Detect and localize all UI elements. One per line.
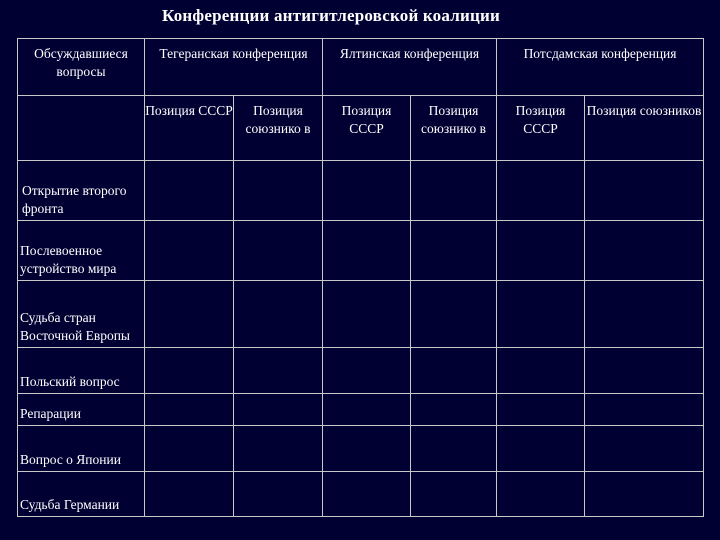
- table-cell: [323, 348, 411, 394]
- table-row: [18, 348, 704, 394]
- row-label: Репарации: [18, 394, 145, 426]
- table-cell: [234, 161, 323, 221]
- subheader-tehran-allies: Позиция союзнико в: [234, 96, 323, 161]
- table-row: [18, 394, 704, 426]
- table-cell: [323, 221, 411, 281]
- table-cell: [323, 281, 411, 348]
- table-cell: [323, 394, 411, 426]
- table-row: [18, 281, 704, 348]
- header-tehran: Тегеранская конференция: [145, 39, 323, 96]
- row-label: Польский вопрос: [18, 348, 145, 394]
- table-cell: [323, 426, 411, 472]
- table-cell: [145, 394, 234, 426]
- table-cell: [145, 281, 234, 348]
- conferences-table: [17, 38, 704, 517]
- table-cell: [234, 394, 323, 426]
- header-issues: Обсуждавшиеся вопросы: [18, 39, 145, 96]
- table-row: [18, 161, 704, 221]
- table-cell: [234, 426, 323, 472]
- table-cell: [411, 472, 497, 517]
- table-cell: [497, 472, 585, 517]
- subheader-tehran-ussr: Позиция СССР: [145, 96, 234, 161]
- subheader-yalta-allies: Позиция союзнико в: [411, 96, 497, 161]
- table-cell: [411, 161, 497, 221]
- table-row: [18, 221, 704, 281]
- table-cell: [497, 426, 585, 472]
- table-cell: [145, 161, 234, 221]
- table-cell: [585, 394, 704, 426]
- table-cell: [411, 426, 497, 472]
- table-cell: [585, 221, 704, 281]
- table-cell: [585, 161, 704, 221]
- table-row: [18, 472, 704, 517]
- table-cell: [145, 348, 234, 394]
- table-cell: [145, 472, 234, 517]
- table-cell: [497, 394, 585, 426]
- table-row: [18, 426, 704, 472]
- header-row: [18, 39, 704, 96]
- table-cell: [411, 281, 497, 348]
- table-cell: [585, 426, 704, 472]
- row-label: Вопрос о Японии: [18, 426, 145, 472]
- header-yalta: Ялтинская конференция: [323, 39, 497, 96]
- table-cell: [497, 221, 585, 281]
- page-title: Конференции антигитлеровской коалиции: [162, 6, 500, 25]
- row-label: Послевоенное устройство мира: [18, 221, 145, 281]
- row-label: Открытие второго фронта: [18, 161, 145, 221]
- table-cell: [145, 221, 234, 281]
- table-cell: [411, 221, 497, 281]
- table-cell: [497, 161, 585, 221]
- table-cell: [234, 472, 323, 517]
- subheader-row: [18, 96, 704, 161]
- table-cell: [497, 281, 585, 348]
- header-potsdam: Потсдамская конференция: [497, 39, 704, 96]
- subheader-yalta-ussr: Позиция СССР: [323, 96, 411, 161]
- row-label: Судьба стран Восточной Европы: [18, 281, 145, 348]
- row-label: Судьба Германии: [18, 472, 145, 517]
- table-cell: [323, 161, 411, 221]
- table-cell: [585, 348, 704, 394]
- table-cell: [411, 394, 497, 426]
- table-cell: [585, 281, 704, 348]
- table-cell: [145, 426, 234, 472]
- table-cell: [497, 348, 585, 394]
- table-cell: [234, 221, 323, 281]
- subheader-potsdam-allies: Позиция союзников: [585, 96, 704, 161]
- table-cell: [323, 472, 411, 517]
- subheader-potsdam-ussr: Позиция СССР: [497, 96, 585, 161]
- table-cell: [585, 472, 704, 517]
- table-cell: [234, 281, 323, 348]
- table-cell: [411, 348, 497, 394]
- subheader-empty-cell: [18, 96, 145, 161]
- table-cell: [234, 348, 323, 394]
